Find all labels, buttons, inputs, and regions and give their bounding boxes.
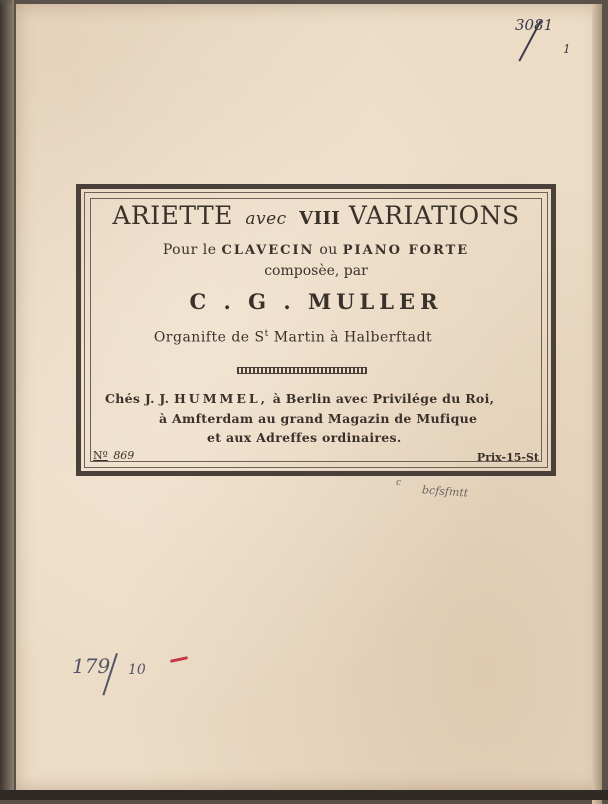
catalog-sub-number: 1 <box>563 42 571 56</box>
publisher-name: HUMMEL, <box>173 391 269 406</box>
work-title <box>81 201 551 230</box>
shelf-suffix: 10 <box>128 662 146 678</box>
plate-number <box>93 449 134 462</box>
plate-number-label: Nº <box>93 449 108 462</box>
price-label: Prix-15-St <box>476 451 539 464</box>
role-superscript: t <box>264 329 269 339</box>
title-roman-numeral: VIII <box>299 208 341 229</box>
title-variations: VARIATIONS <box>348 201 520 230</box>
instrument-ou: ou <box>319 242 338 258</box>
instrument-pour-le: Pour le <box>162 242 217 258</box>
scan-bottom-edge <box>0 790 608 800</box>
composer-role <box>93 329 493 346</box>
pencil-annotation: bcfsfmtt <box>421 483 469 500</box>
role-prefix: Organifte de S <box>153 329 265 346</box>
title-cartouche <box>76 184 556 476</box>
title-avec: avec <box>245 209 287 229</box>
publisher-line-3: et aux Adreffes ordinaires. <box>207 430 402 445</box>
catalog-number: 3081 <box>515 16 554 34</box>
scan-left-edge <box>0 0 14 800</box>
composed-by: composèe, par <box>264 263 368 279</box>
ornamental-rule <box>237 367 367 374</box>
page-fold-shadow <box>592 4 602 804</box>
pencil-mark-c: c <box>396 478 402 488</box>
composer-name: C . G . MULLER <box>189 289 443 314</box>
scan-ruler-label: 5050 <box>0 0 13 6</box>
publisher-prefix: Chés J. J. <box>105 391 174 406</box>
role-suffix: Martin à Halberftadt <box>268 329 433 346</box>
publisher-line-2: à Amfterdam au grand Magazin de Mufique <box>159 411 478 426</box>
title-ariette: ARIETTE <box>112 201 233 230</box>
publisher-location: à Berlin avec Privilége du Roi, <box>268 391 495 406</box>
publisher-line-1 <box>105 391 494 406</box>
instrumentation <box>81 242 551 258</box>
plate-number-value: 869 <box>113 449 135 462</box>
instrument-clavecin: CLAVECIN <box>221 243 315 258</box>
shelf-number: 179 <box>72 654 111 678</box>
instrument-piano-forte: PIANO FORTE <box>342 243 470 258</box>
